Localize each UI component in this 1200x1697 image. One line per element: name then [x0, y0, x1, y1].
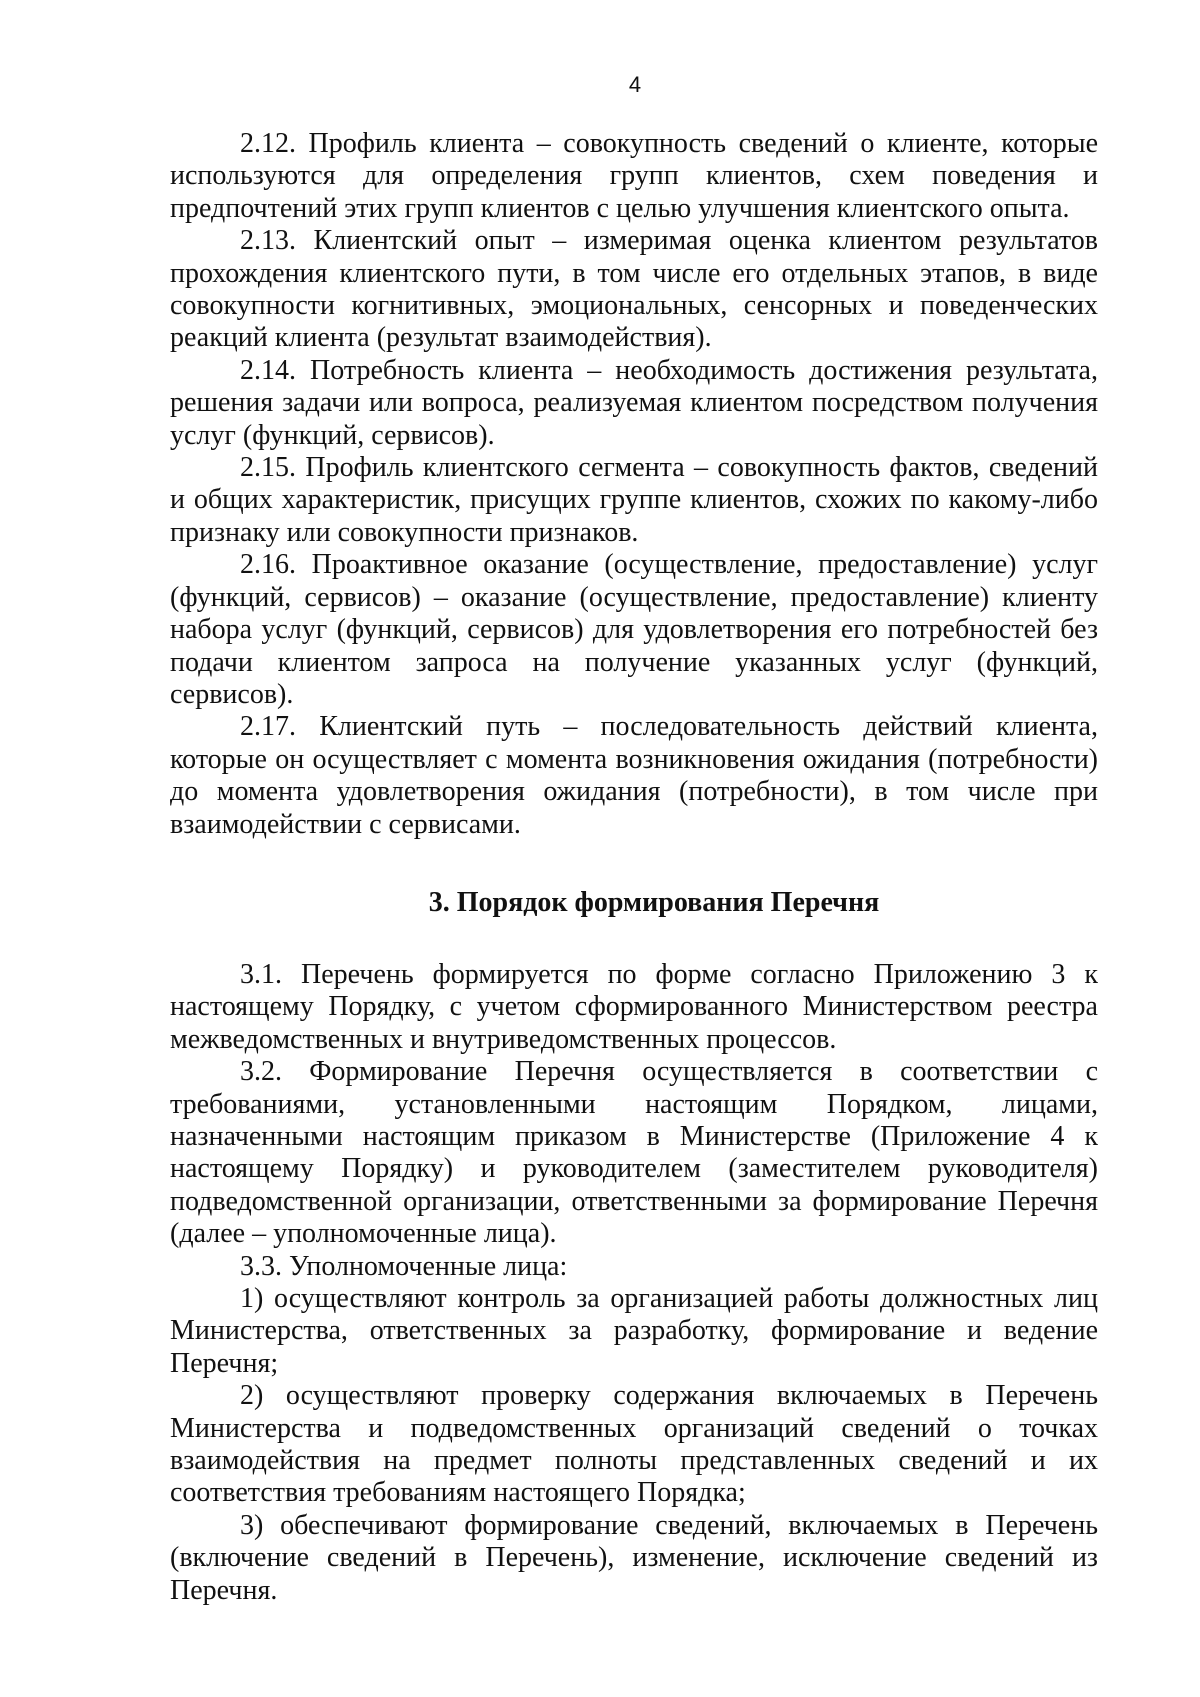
paragraph-2-14: 2.14. Потребность клиента – необходимость достижения результата, решения задачи или вопроса, реализуемая клиентом посредством получения услуг (функций, сервисов). [170, 354, 1098, 451]
paragraph-2-17: 2.17. Клиентский путь – последовательность действий клиента, которые он осуществляет с момента возникновения ожидания (потребности) до момента удовлетворения ожидания (потребности), в том числе при взаимодействии с сервисами. [170, 711, 1098, 840]
paragraph-3-3: 3.3. Уполномоченные лица: [240, 1250, 568, 1282]
paragraph-2-16: 2.16. Проактивное оказание (осуществление, предоставление) услуг (функций, сервисов) – оказание (осуществление, предоставление) клиенту набора услуг (функций, сервисов) для удовлетворения его потребностей без подачи клиентом запроса на получение указанных услуг (функций, сервисов). [170, 549, 1098, 710]
paragraph-3-1: 3.1. Перечень формируется по форме согласно Приложению 3 к настоящему Порядку, с учетом сформированного Министерством реестра межведомственных и внутриведомственных процессов. [170, 958, 1098, 1055]
list-item-3: 3) обеспечивают формирование сведений, включаемых в Перечень (включение сведений в Перечень), изменение, исключение сведений из Перечня. [170, 1509, 1098, 1606]
list-item-1: 1) осуществляют контроль за организацией работы должностных лиц Министерства, ответственных за разработку, формирование и ведение Перечня; [170, 1283, 1098, 1379]
paragraph-2-12: 2.12. Профиль клиента – совокупность сведений о клиенте, которые используются для определения групп клиентов, схем поведения и предпочтений этих групп клиентов с целью улучшения клиентского опыта. [170, 128, 1098, 224]
paragraph-2-15: 2.15. Профиль клиентского сегмента – совокупность фактов, сведений и общих характеристик, присущих группе клиентов, схожих по какому-либо признаку или совокупности признаков. [170, 452, 1098, 548]
document-body [170, 128, 1098, 1607]
page-number: 4 [628, 72, 642, 97]
paragraph-2-13: 2.13. Клиентский опыт – измеримая оценка клиентом результатов прохождения клиентского пути, в том числе его отдельных этапов, в виде совокупности когнитивных, эмоциональных, сенсорных и поведенческих реакций клиента (результат взаимодействия). [170, 225, 1098, 354]
list-item-2: 2) осуществляют проверку содержания включаемых в Перечень Министерства и подведомственных организаций сведений о точках взаимодействия на предмет полноты представленных сведений и их соответствия требованиям настоящего Порядка; [170, 1380, 1098, 1509]
section-title: 3. Порядок формирования Перечня [428, 886, 880, 918]
paragraph-3-2: 3.2. Формирование Перечня осуществляется в соответствии с требованиями, установленными настоящим Порядком, лицами, назначенными настоящим приказом в Министерстве (Приложение 4 к настоящему Порядку) и руководителем (заместителем руководителя) подведомственной организации, ответственными за формирование Перечня (далее – уполномоченные лица). [170, 1056, 1098, 1250]
